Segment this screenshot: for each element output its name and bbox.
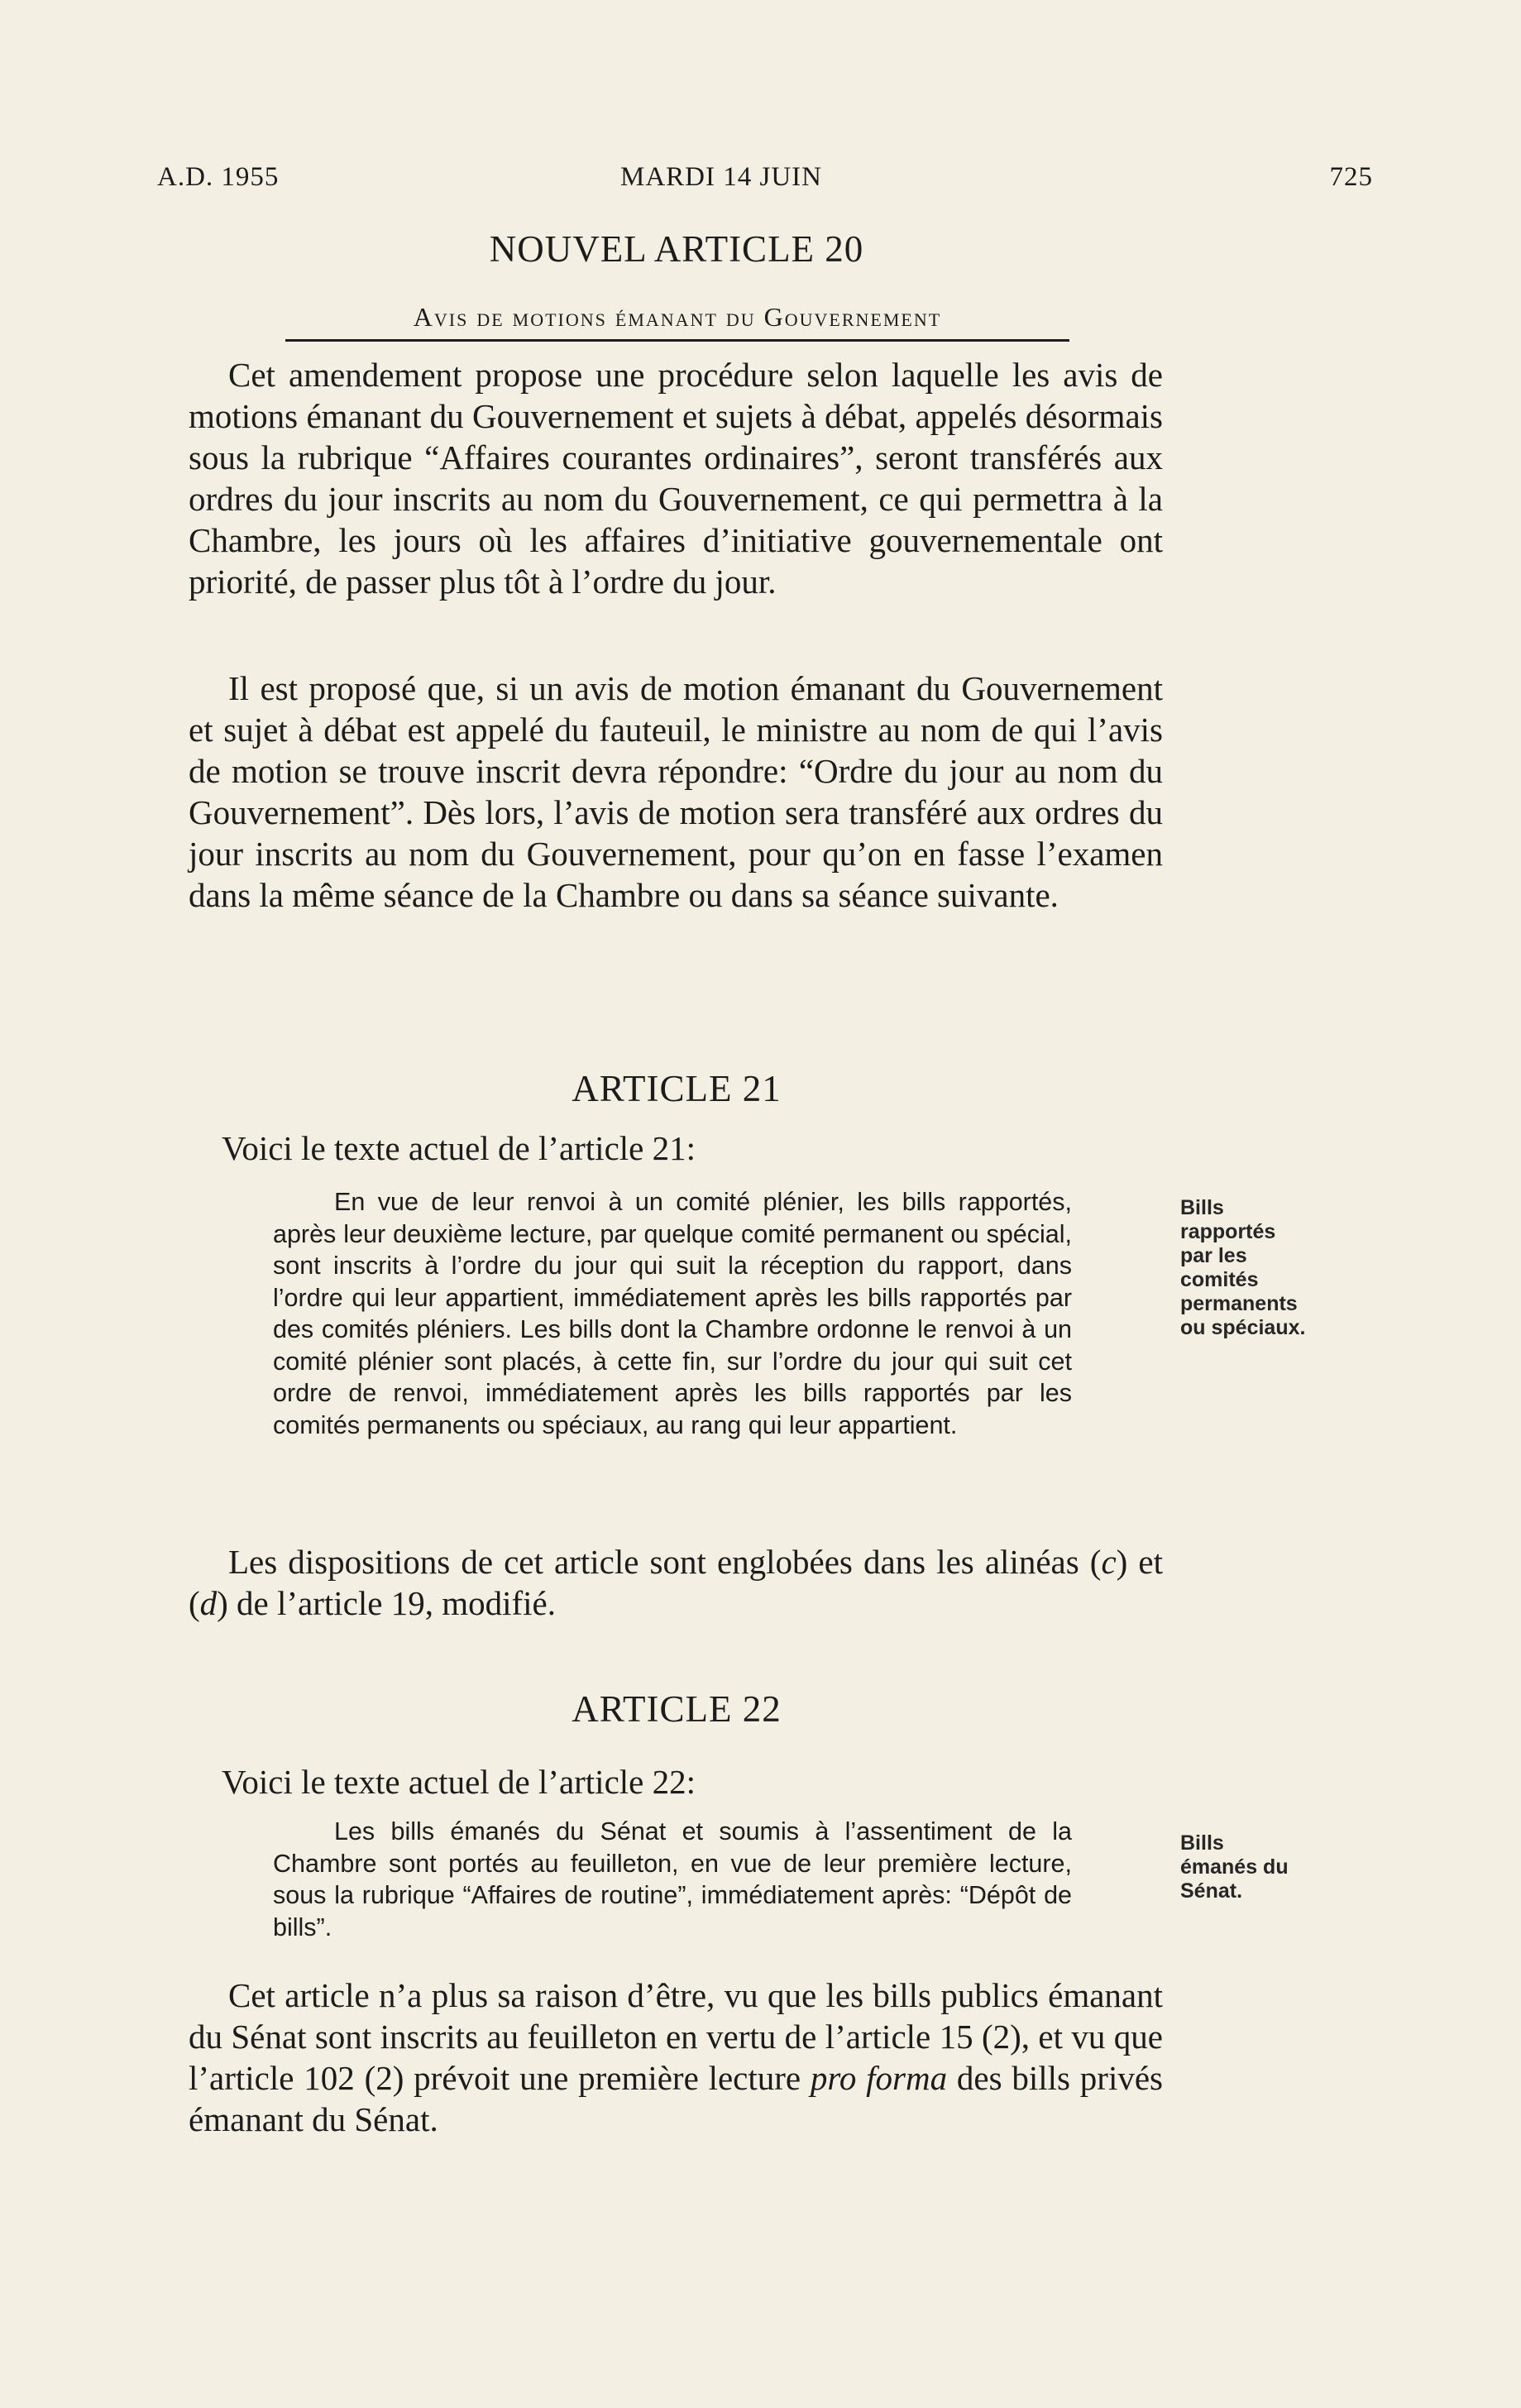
section-21-commentary: Les dispositions de cet article sont englobées dans les alinéas (c) et (d) de l’article 19, modifié. (189, 1543, 1163, 1622)
margin-note-line: par les (1180, 1244, 1247, 1267)
margin-note-line: Bills (1180, 1196, 1224, 1219)
margin-note-line: Bills (1180, 1831, 1224, 1855)
section-22-quoted-text: Les bills émanés du Sénat et soumis à l’assentiment de la Chambre sont portés au feuilleton, en vue de leur première lecture, sous la rubrique “Affaires de routine”, immédiatement après: “Dépôt de bills”. (273, 1817, 1072, 1941)
section-20-paragraph-2: Il est proposé que, si un avis de motion émanant du Gouvernement et sujet à débat est appelé du fauteuil, le ministre au nom de qui l’avis de motion se trouve inscrit devra répondre: “Ordre du jour au nom du Gouvernement”. Dès lors, l’avis de motion sera transféré aux ordres du jour inscrits au nom du Gouvernement, pour qu’on en fasse l’examen dans la même séance de la Chambre ou dans sa séance suivante. (189, 669, 1163, 914)
margin-note-line: ou spéciaux. (1180, 1316, 1306, 1339)
margin-note-line: émanés du (1180, 1855, 1289, 1879)
section-22-title: ARTICLE 22 (572, 1688, 782, 1730)
section-20-title: NOUVEL ARTICLE 20 (489, 228, 864, 270)
margin-note-line: comités (1180, 1268, 1259, 1291)
header-year: A.D. 1955 (157, 162, 280, 192)
running-header (157, 162, 1373, 203)
section-21-title: ARTICLE 21 (572, 1068, 782, 1109)
section-21-margin-note (1180, 1196, 1379, 1340)
section-21-quoted-text: En vue de leur renvoi à un comité plénier, les bills rapportés, après leur deuxième lecture, par quelque comité permanent ou spécial, sont inscrits à l’ordre du jour qui suit la réception du rapport, dans l’ordre qui leur appartient, immédiatement après les bills rapportés par des comités pléniers. Les bills dont la Chambre ordonne le renvoi à un comité plénier sont placés, à cette fin, sur l’ordre du jour qui suit cet ordre de renvoi, immédiatement après les bills rapportés par les comités permanents ou spéciaux, au rang qui leur appartient. (273, 1188, 1072, 1439)
section-20-paragraph-1: Cet amendement propose une procédure selon laquelle les avis de motions émanant du Gouvernement et sujets à débat, appelés désormais sous la rubrique “Affaires courantes ordinaires”, seront transférés aux ordres du jour inscrits au nom du Gouvernement, ce qui permettra à la Chambre, les jours où les affaires d’initiative gouvernementale ont priorité, de passer plus tôt à l’ordre du jour. (189, 356, 1163, 601)
section-22-commentary: Cet article n’a plus sa raison d’être, vu que les bills publics émanant du Sénat sont inscrits au feuilleton en vertu de l’article 15 (2), et vu que l’article 102 (2) prévoit une première lecture pro forma des bills privés émanant du Sénat. (189, 1976, 1164, 2138)
section-20-subtitle: Avis de motions émanant du Gouvernement (413, 302, 942, 332)
margin-note-line: Sénat. (1180, 1879, 1243, 1903)
section-21-intro: Voici le texte actuel de l’article 21: (222, 1129, 696, 1167)
header-date: MARDI 14 JUIN (620, 162, 822, 192)
subtitle-underline (285, 339, 1069, 342)
section-22-margin-note (1180, 1831, 1379, 1903)
margin-note-line: permanents (1180, 1292, 1298, 1315)
page-number: 725 (1329, 162, 1373, 192)
margin-note-line: rapportés (1180, 1220, 1276, 1243)
section-22-intro: Voici le texte actuel de l’article 22: (222, 1763, 696, 1801)
